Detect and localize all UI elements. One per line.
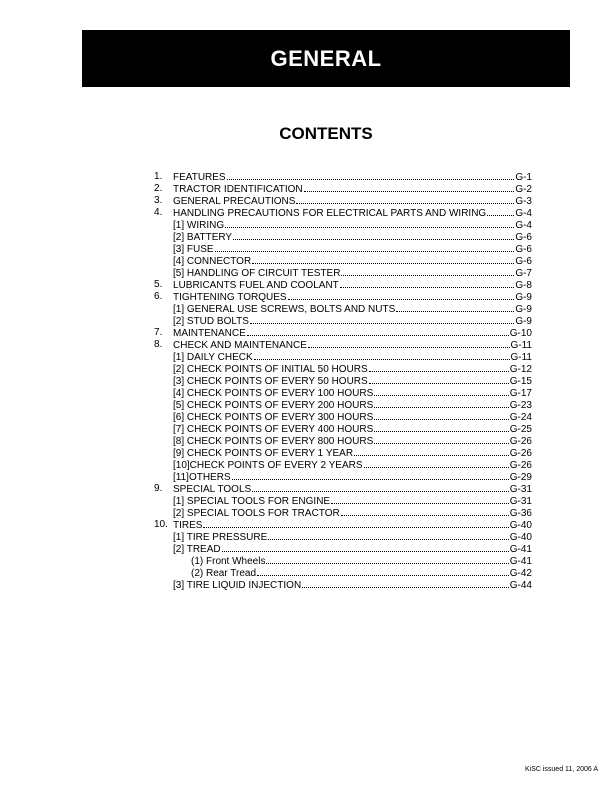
toc-dot-leader xyxy=(331,495,509,504)
toc-dot-leader xyxy=(308,339,510,348)
toc-dot-leader xyxy=(268,531,508,540)
toc-dot-leader xyxy=(396,303,514,312)
toc-dot-leader xyxy=(247,327,509,336)
toc-entry[interactable] xyxy=(154,531,532,543)
toc-entry-number: 3. xyxy=(154,195,163,206)
toc-entry-page: G-26 xyxy=(509,436,532,447)
toc-entry-page: G-6 xyxy=(515,244,532,255)
toc-entry[interactable] xyxy=(154,267,532,279)
toc-entry[interactable] xyxy=(154,519,532,531)
toc-entry[interactable] xyxy=(154,387,532,399)
toc-entry-number: 1. xyxy=(154,171,163,182)
toc-entry[interactable] xyxy=(154,207,532,219)
toc-entry-title: [2] CHECK POINTS OF INITIAL 50 HOURS xyxy=(173,364,368,375)
toc-entry-title: [10]CHECK POINTS OF EVERY 2 YEARS xyxy=(173,460,363,471)
toc-dot-leader xyxy=(252,255,514,264)
toc-entry[interactable] xyxy=(154,579,532,591)
toc-entry[interactable] xyxy=(154,363,532,375)
toc-dot-leader xyxy=(340,279,515,288)
toc-entry-title: [4] CHECK POINTS OF EVERY 100 HOURS xyxy=(173,388,374,399)
toc-entry-page: G-9 xyxy=(515,304,532,315)
toc-entry[interactable] xyxy=(154,255,532,267)
toc-entry[interactable] xyxy=(154,327,532,339)
toc-entry-title: [6] CHECK POINTS OF EVERY 300 HOURS xyxy=(173,412,374,423)
toc-entry-page: G-7 xyxy=(515,268,532,279)
toc-entry-page: G-25 xyxy=(509,424,532,435)
toc-dot-leader xyxy=(341,267,514,276)
toc-entry-title: TIGHTENING TORQUES xyxy=(173,292,287,303)
toc-dot-leader xyxy=(304,183,515,192)
toc-dot-leader xyxy=(369,375,509,384)
toc-entry-title: [11]OTHERS xyxy=(173,472,231,483)
toc-entry-page: G-9 xyxy=(515,292,532,303)
toc-entry-page: G-3 xyxy=(515,196,532,207)
toc-entry[interactable] xyxy=(154,567,532,579)
toc-entry-page: G-2 xyxy=(515,184,532,195)
toc-entry-title: [9] CHECK POINTS OF EVERY 1 YEAR xyxy=(173,448,354,459)
toc-entry[interactable] xyxy=(154,339,532,351)
toc-entry[interactable] xyxy=(154,495,532,507)
toc-entry[interactable] xyxy=(154,219,532,231)
toc-entry-title: LUBRICANTS FUEL AND COOLANT xyxy=(173,280,339,291)
toc-entry-page: G-6 xyxy=(515,232,532,243)
toc-entry-title: TIRES xyxy=(173,520,203,531)
toc-entry-title: [1] SPECIAL TOOLS FOR ENGINE xyxy=(173,496,331,507)
toc-dot-leader xyxy=(203,519,508,528)
toc-dot-leader xyxy=(374,411,509,420)
toc-entry-page: G-36 xyxy=(509,508,532,519)
toc-dot-leader xyxy=(252,483,509,492)
toc-dot-leader xyxy=(341,507,509,516)
table-of-contents xyxy=(154,171,532,591)
toc-entry[interactable] xyxy=(154,555,532,567)
toc-entry-page: G-11 xyxy=(510,352,532,363)
toc-entry-page: G-42 xyxy=(509,568,532,579)
toc-entry-number: 2. xyxy=(154,183,163,194)
toc-entry-title: GENERAL PRECAUTIONS xyxy=(173,196,296,207)
toc-entry-page: G-6 xyxy=(515,256,532,267)
toc-entry[interactable] xyxy=(154,507,532,519)
toc-entry-title: [8] CHECK POINTS OF EVERY 800 HOURS xyxy=(173,436,374,447)
toc-entry-page: G-44 xyxy=(509,580,532,591)
toc-entry-title: [3] FUSE xyxy=(173,244,214,255)
toc-entry-title: [1] TIRE PRESSURE xyxy=(173,532,268,543)
toc-entry[interactable] xyxy=(154,411,532,423)
toc-entry-page: G-26 xyxy=(509,448,532,459)
toc-entry-page: G-31 xyxy=(509,484,532,495)
toc-entry-title: [5] HANDLING OF CIRCUIT TESTER xyxy=(173,268,341,279)
toc-entry-page: G-24 xyxy=(509,412,532,423)
toc-entry-title: HANDLING PRECAUTIONS FOR ELECTRICAL PARTS AND WIRING xyxy=(173,208,487,219)
toc-dot-leader xyxy=(354,447,509,456)
toc-entry-page: G-8 xyxy=(515,280,532,291)
toc-entry[interactable] xyxy=(154,435,532,447)
toc-entry-page: G-29 xyxy=(509,472,532,483)
toc-entry-title: [3] TIRE LIQUID INJECTION xyxy=(173,580,302,591)
toc-entry-page: G-41 xyxy=(509,556,532,567)
toc-entry-title: [2] TREAD xyxy=(173,544,221,555)
toc-dot-leader xyxy=(222,543,509,552)
toc-entry-title: [1] GENERAL USE SCREWS, BOLTS AND NUTS xyxy=(173,304,396,315)
toc-dot-leader xyxy=(296,195,514,204)
toc-entry-title: [2] BATTERY xyxy=(173,232,233,243)
toc-entry-page: G-10 xyxy=(509,328,532,339)
toc-entry[interactable] xyxy=(154,231,532,243)
toc-dot-leader xyxy=(302,579,509,588)
toc-entry[interactable] xyxy=(154,195,532,207)
toc-entry[interactable] xyxy=(154,183,532,195)
toc-entry-title: (1) Front Wheels xyxy=(191,556,266,567)
contents-heading: CONTENTS xyxy=(279,124,373,143)
toc-dot-leader xyxy=(257,567,509,576)
toc-entry-page: G-1 xyxy=(515,172,532,183)
toc-entry-page: G-41 xyxy=(509,544,532,555)
toc-entry-number: 7. xyxy=(154,327,163,338)
toc-entry-page: G-4 xyxy=(515,208,532,219)
toc-entry-number: 8. xyxy=(154,339,163,350)
toc-entry[interactable] xyxy=(154,303,532,315)
toc-entry-page: G-12 xyxy=(509,364,532,375)
toc-entry[interactable] xyxy=(154,243,532,255)
toc-entry-title: TRACTOR IDENTIFICATION xyxy=(173,184,303,195)
toc-entry-page: G-11 xyxy=(510,340,532,351)
toc-entry-title: [4] CONNECTOR xyxy=(173,256,252,267)
toc-dot-leader xyxy=(215,243,515,252)
toc-entry[interactable] xyxy=(154,315,532,327)
toc-dot-leader xyxy=(250,315,514,324)
toc-dot-leader xyxy=(232,471,509,480)
toc-entry-number: 4. xyxy=(154,207,163,218)
toc-entry-page: G-40 xyxy=(509,520,532,531)
toc-entry-title: [2] SPECIAL TOOLS FOR TRACTOR xyxy=(173,508,340,519)
toc-entry[interactable] xyxy=(154,447,532,459)
toc-dot-leader xyxy=(487,207,514,216)
toc-entry-page: G-26 xyxy=(509,460,532,471)
toc-entry-number: 5. xyxy=(154,279,163,290)
toc-entry[interactable] xyxy=(154,459,532,471)
toc-entry[interactable] xyxy=(154,423,532,435)
toc-entry[interactable] xyxy=(154,279,532,291)
toc-entry[interactable] xyxy=(154,375,532,387)
toc-entry-page: G-17 xyxy=(509,388,532,399)
toc-dot-leader xyxy=(233,231,514,240)
toc-entry-number: 6. xyxy=(154,291,163,302)
toc-dot-leader xyxy=(227,171,515,180)
toc-entry-title: [7] CHECK POINTS OF EVERY 400 HOURS xyxy=(173,424,374,435)
toc-dot-leader xyxy=(254,351,510,360)
toc-entry-title: [2] STUD BOLTS xyxy=(173,316,249,327)
toc-dot-leader xyxy=(364,459,509,468)
toc-entry[interactable] xyxy=(154,543,532,555)
toc-entry-page: G-15 xyxy=(509,376,532,387)
toc-entry-page: G-40 xyxy=(509,532,532,543)
toc-entry[interactable] xyxy=(154,399,532,411)
toc-entry[interactable] xyxy=(154,171,532,183)
toc-entry-title: [1] DAILY CHECK xyxy=(173,352,253,363)
toc-entry-title: CHECK AND MAINTENANCE xyxy=(173,340,307,351)
toc-entry-page: G-31 xyxy=(509,496,532,507)
toc-entry-title: [5] CHECK POINTS OF EVERY 200 HOURS xyxy=(173,400,374,411)
toc-entry-title: SPECIAL TOOLS xyxy=(173,484,252,495)
toc-entry-number: 10. xyxy=(154,519,168,530)
toc-dot-leader xyxy=(225,219,514,228)
toc-dot-leader xyxy=(374,423,509,432)
toc-entry-title: MAINTENANCE xyxy=(173,328,246,339)
toc-entry-title: (2) Rear Tread xyxy=(191,568,257,579)
toc-dot-leader xyxy=(369,363,509,372)
toc-entry-title: [3] CHECK POINTS OF EVERY 50 HOURS xyxy=(173,376,368,387)
section-title: GENERAL xyxy=(270,45,382,71)
toc-entry[interactable] xyxy=(154,291,532,303)
section-banner xyxy=(82,30,570,87)
toc-entry-title: [1] WIRING xyxy=(173,220,225,231)
toc-dot-leader xyxy=(266,555,508,564)
toc-entry-page: G-23 xyxy=(509,400,532,411)
toc-entry-page: G-4 xyxy=(515,220,532,231)
footer-issue-note: KiSC issued 11, 2006 A xyxy=(524,766,598,773)
toc-dot-leader xyxy=(374,435,509,444)
toc-dot-leader xyxy=(374,387,509,396)
toc-entry[interactable] xyxy=(154,351,532,363)
toc-dot-leader xyxy=(374,399,509,408)
toc-entry-page: G-9 xyxy=(515,316,532,327)
toc-entry-title: FEATURES xyxy=(173,172,226,183)
toc-dot-leader xyxy=(288,291,515,300)
toc-entry-number: 9. xyxy=(154,483,163,494)
toc-entry[interactable] xyxy=(154,483,532,495)
toc-entry[interactable] xyxy=(154,471,532,483)
